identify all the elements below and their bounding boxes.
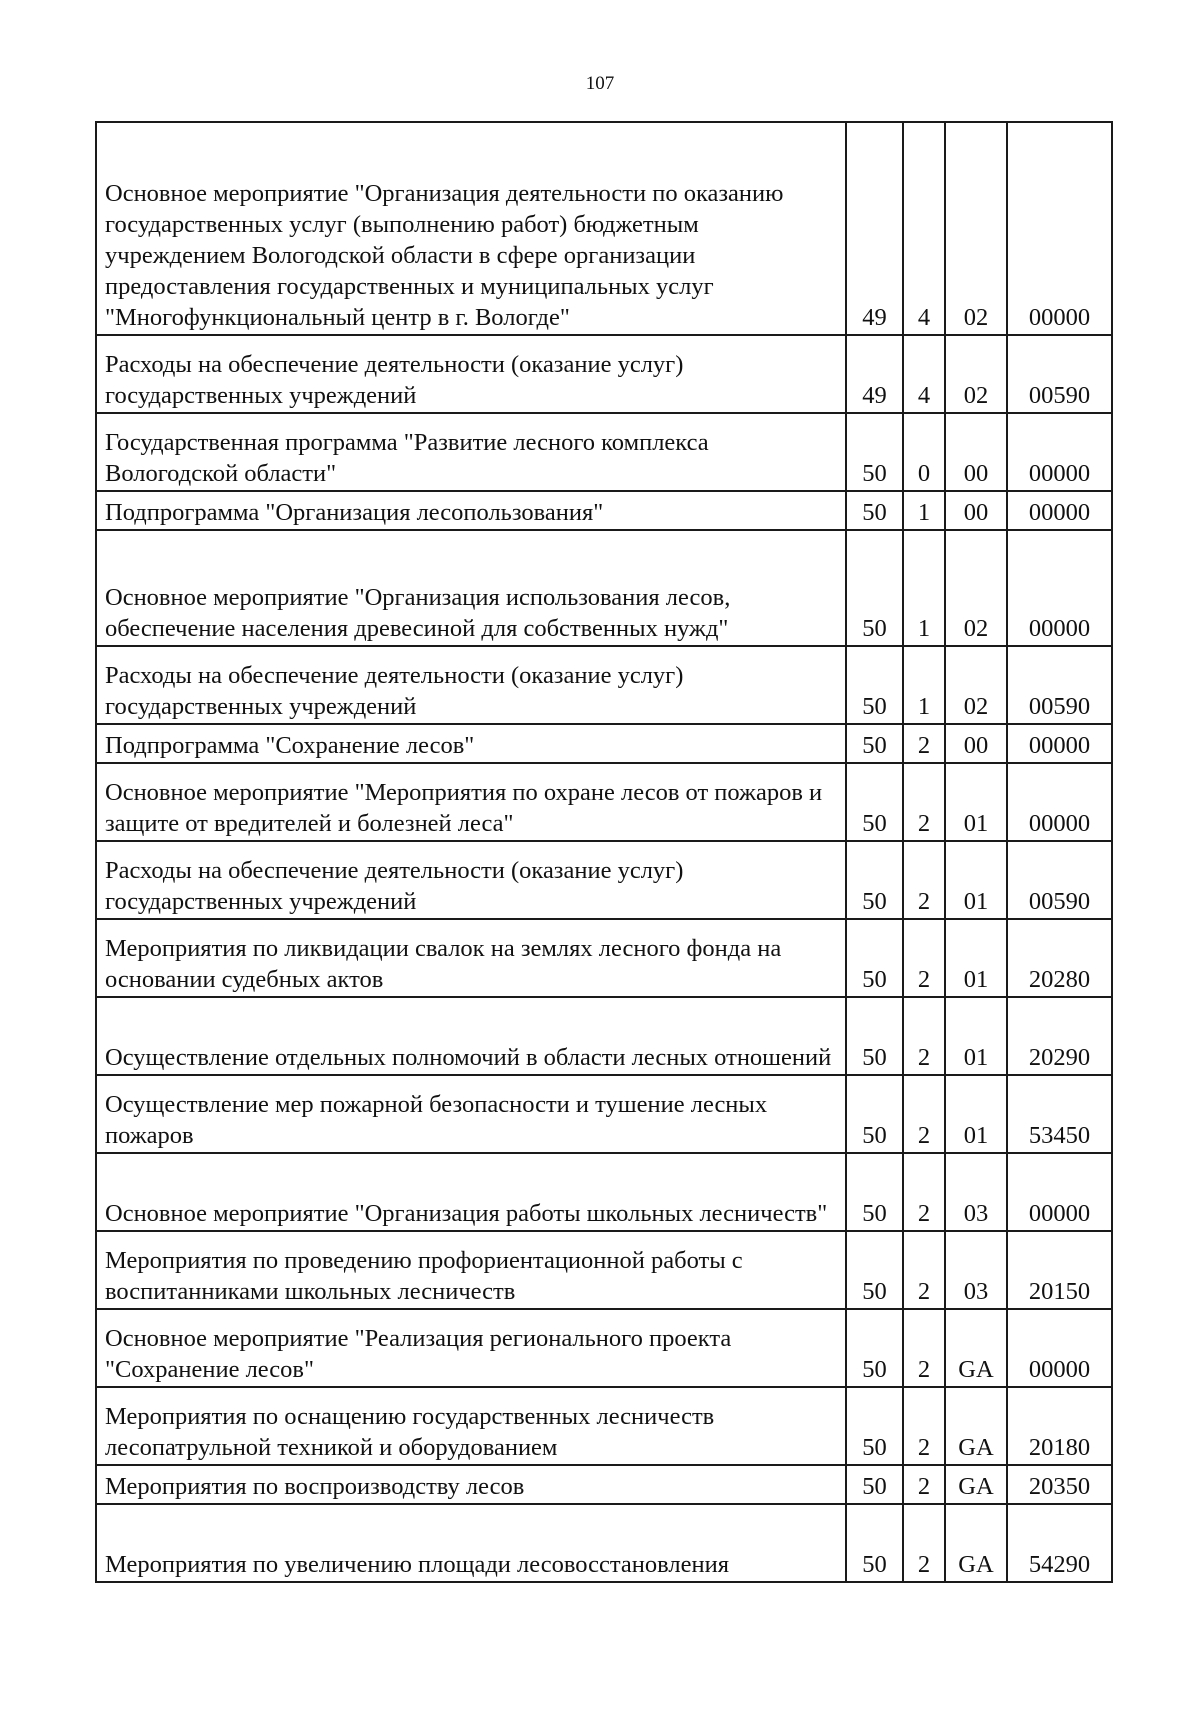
main-event-code-cell: 00: [945, 724, 1007, 763]
main-event-code-cell: GA: [945, 1465, 1007, 1504]
subprogram-code-cell: 2: [903, 919, 945, 997]
table-row: [96, 1231, 1112, 1309]
direction-code-cell: 20150: [1007, 1231, 1112, 1309]
program-code-cell: 50: [846, 1231, 903, 1309]
direction-code-cell: 00590: [1007, 841, 1112, 919]
main-event-code-cell: 01: [945, 919, 1007, 997]
direction-code-cell: 20290: [1007, 997, 1112, 1075]
main-event-code-cell: 02: [945, 122, 1007, 335]
subprogram-code-cell: 2: [903, 763, 945, 841]
program-code-cell: 50: [846, 491, 903, 530]
main-event-code-cell: 00: [945, 491, 1007, 530]
table-row: [96, 122, 1112, 335]
row-name-cell: Осуществление отдельных полномочий в области лесных отношений: [96, 997, 846, 1075]
row-name-cell: Подпрограмма "Организация лесопользования": [96, 491, 846, 530]
direction-code-cell: 00590: [1007, 335, 1112, 413]
main-event-code-cell: 02: [945, 335, 1007, 413]
subprogram-code-cell: 2: [903, 1075, 945, 1153]
table-row: [96, 1075, 1112, 1153]
main-event-code-cell: 02: [945, 530, 1007, 646]
program-code-cell: 50: [846, 763, 903, 841]
main-event-code-cell: 01: [945, 997, 1007, 1075]
row-name-cell: Мероприятия по проведению профориентационной работы с воспитанниками школьных лесничеств: [96, 1231, 846, 1309]
row-name-cell: Подпрограмма "Сохранение лесов": [96, 724, 846, 763]
table-row: [96, 763, 1112, 841]
direction-code-cell: 53450: [1007, 1075, 1112, 1153]
row-name-cell: Мероприятия по увеличению площади лесовосстановления: [96, 1504, 846, 1582]
direction-code-cell: 00000: [1007, 122, 1112, 335]
subprogram-code-cell: 2: [903, 1309, 945, 1387]
program-code-cell: 50: [846, 413, 903, 491]
main-event-code-cell: 00: [945, 413, 1007, 491]
subprogram-code-cell: 2: [903, 1465, 945, 1504]
row-name-cell: Мероприятия по ликвидации свалок на землях лесного фонда на основании судебных актов: [96, 919, 846, 997]
direction-code-cell: 00000: [1007, 724, 1112, 763]
program-code-cell: 50: [846, 1387, 903, 1465]
table-row: [96, 997, 1112, 1075]
page-number: 107: [585, 73, 615, 94]
subprogram-code-cell: 0: [903, 413, 945, 491]
subprogram-code-cell: 2: [903, 1231, 945, 1309]
subprogram-code-cell: 2: [903, 724, 945, 763]
table-row: [96, 491, 1112, 530]
row-name-cell: Основное мероприятие "Реализация регионального проекта "Сохранение лесов": [96, 1309, 846, 1387]
program-code-cell: 50: [846, 724, 903, 763]
subprogram-code-cell: 2: [903, 841, 945, 919]
subprogram-code-cell: 2: [903, 1387, 945, 1465]
program-code-cell: 49: [846, 122, 903, 335]
row-name-cell: Расходы на обеспечение деятельности (оказание услуг) государственных учреждений: [96, 646, 846, 724]
main-event-code-cell: GA: [945, 1309, 1007, 1387]
subprogram-code-cell: 2: [903, 1153, 945, 1231]
subprogram-code-cell: 2: [903, 1504, 945, 1582]
main-event-code-cell: 02: [945, 646, 1007, 724]
direction-code-cell: 00000: [1007, 530, 1112, 646]
direction-code-cell: 54290: [1007, 1504, 1112, 1582]
table-row: [96, 1153, 1112, 1231]
row-name-cell: Основное мероприятие "Организация работы школьных лесничеств": [96, 1153, 846, 1231]
direction-code-cell: 20350: [1007, 1465, 1112, 1504]
row-name-cell: Основное мероприятие "Мероприятия по охране лесов от пожаров и защите от вредителей и болезней леса": [96, 763, 846, 841]
program-code-cell: 50: [846, 1504, 903, 1582]
row-name-cell: Основное мероприятие "Организация деятельности по оказанию государственных услуг (выполнению работ) бюджетным учреждением Вологодской области в сфере организации предоставления государственных и муниципальных услуг "Многофункциональный центр в г. Вологде": [96, 122, 846, 335]
program-code-cell: 50: [846, 997, 903, 1075]
row-name-cell: Расходы на обеспечение деятельности (оказание услуг) государственных учреждений: [96, 335, 846, 413]
table-row: [96, 841, 1112, 919]
row-name-cell: Мероприятия по оснащению государственных лесничеств лесопатрульной техникой и оборудованием: [96, 1387, 846, 1465]
direction-code-cell: 00000: [1007, 1309, 1112, 1387]
program-code-cell: 50: [846, 530, 903, 646]
row-name-cell: Расходы на обеспечение деятельности (оказание услуг) государственных учреждений: [96, 841, 846, 919]
subprogram-code-cell: 4: [903, 122, 945, 335]
budget-classification-table: [95, 121, 1113, 1583]
main-event-code-cell: GA: [945, 1387, 1007, 1465]
program-code-cell: 50: [846, 1153, 903, 1231]
main-event-code-cell: 01: [945, 763, 1007, 841]
subprogram-code-cell: 2: [903, 997, 945, 1075]
direction-code-cell: 00590: [1007, 646, 1112, 724]
direction-code-cell: 20280: [1007, 919, 1112, 997]
row-name-cell: Мероприятия по воспроизводству лесов: [96, 1465, 846, 1504]
program-code-cell: 50: [846, 646, 903, 724]
row-name-cell: Государственная программа "Развитие лесного комплекса Вологодской области": [96, 413, 846, 491]
table-row: [96, 413, 1112, 491]
direction-code-cell: 00000: [1007, 491, 1112, 530]
table-row: [96, 646, 1112, 724]
program-code-cell: 49: [846, 335, 903, 413]
table-row: [96, 1309, 1112, 1387]
program-code-cell: 50: [846, 1309, 903, 1387]
program-code-cell: 50: [846, 1075, 903, 1153]
program-code-cell: 50: [846, 841, 903, 919]
program-code-cell: 50: [846, 1465, 903, 1504]
subprogram-code-cell: 1: [903, 646, 945, 724]
main-event-code-cell: GA: [945, 1504, 1007, 1582]
main-event-code-cell: 03: [945, 1153, 1007, 1231]
program-code-cell: 50: [846, 919, 903, 997]
table-row: [96, 724, 1112, 763]
table-row: [96, 1465, 1112, 1504]
direction-code-cell: 20180: [1007, 1387, 1112, 1465]
main-event-code-cell: 01: [945, 1075, 1007, 1153]
row-name-cell: Основное мероприятие "Организация использования лесов, обеспечение населения древесиной для собственных нужд": [96, 530, 846, 646]
subprogram-code-cell: 1: [903, 530, 945, 646]
subprogram-code-cell: 4: [903, 335, 945, 413]
table-row: [96, 919, 1112, 997]
table-row: [96, 530, 1112, 646]
subprogram-code-cell: 1: [903, 491, 945, 530]
row-name-cell: Осуществление мер пожарной безопасности и тушение лесных пожаров: [96, 1075, 846, 1153]
table-row: [96, 1387, 1112, 1465]
direction-code-cell: 00000: [1007, 763, 1112, 841]
table-row: [96, 1504, 1112, 1582]
direction-code-cell: 00000: [1007, 413, 1112, 491]
direction-code-cell: 00000: [1007, 1153, 1112, 1231]
main-event-code-cell: 03: [945, 1231, 1007, 1309]
main-event-code-cell: 01: [945, 841, 1007, 919]
table-row: [96, 335, 1112, 413]
